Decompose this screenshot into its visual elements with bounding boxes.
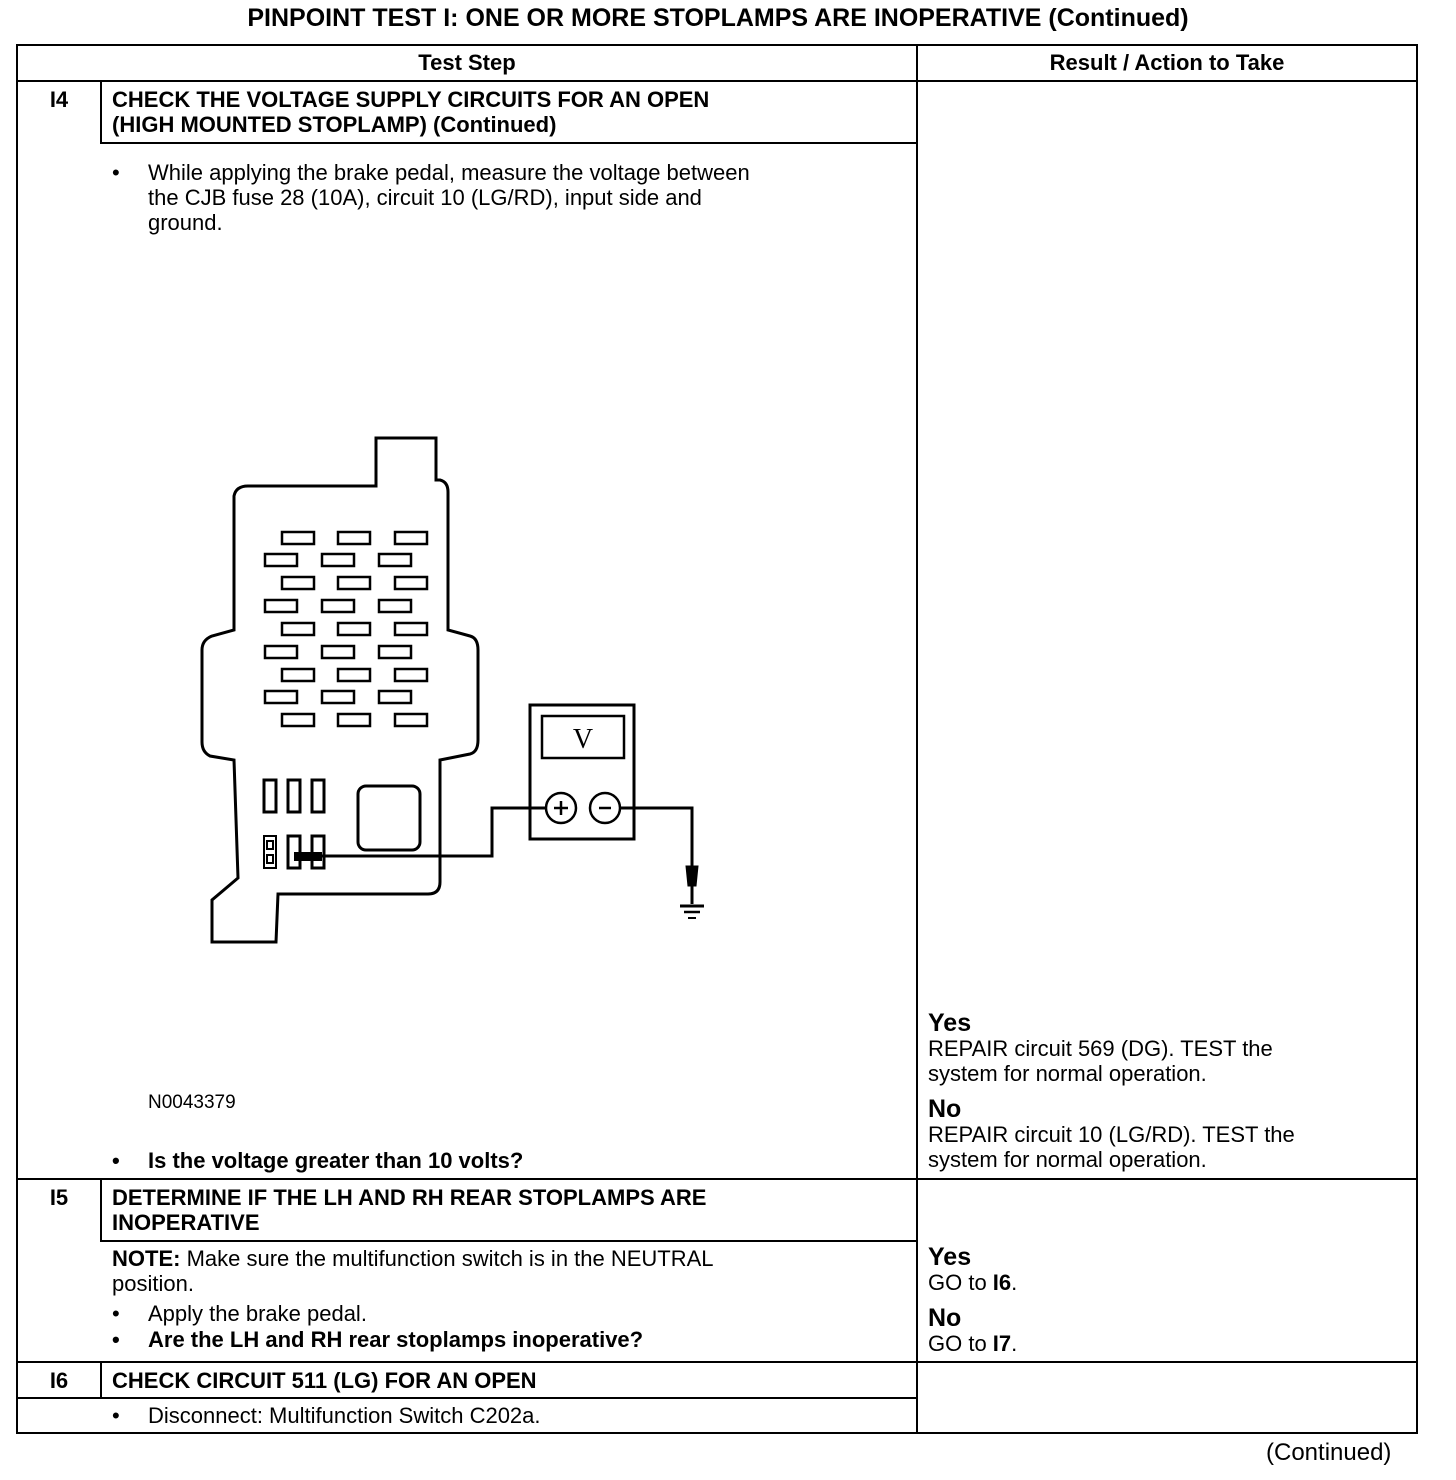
yes-action-line1: REPAIR circuit 569 (DG). TEST the: [928, 1036, 1273, 1061]
step-title-line2: (HIGH MOUNTED STOPLAMP) (Continued): [112, 112, 557, 137]
figure-id: N0043379: [148, 1092, 236, 1113]
instruction-line2: the CJB fuse 28 (10A), circuit 10 (LG/RD), input side and: [148, 185, 702, 210]
fuse-box-voltmeter-diagram: [0, 0, 920, 1000]
header-result: Result / Action to Take: [1049, 50, 1285, 75]
page-title: PINPOINT TEST I: ONE OR MORE STOPLAMPS ARE INOPERATIVE (Continued): [247, 4, 1189, 32]
header-test-step: Test Step: [418, 50, 516, 75]
yes-step-link[interactable]: I6: [992, 1270, 1012, 1295]
step-title-line1: CHECK THE VOLTAGE SUPPLY CIRCUITS FOR AN OPEN: [112, 87, 710, 112]
step-title-line1: CHECK CIRCUIT 511 (LG) FOR AN OPEN: [112, 1368, 537, 1393]
no-action-suffix: .: [1011, 1331, 1018, 1356]
yes-action-suffix: .: [1011, 1270, 1018, 1295]
step-id: I5: [49, 1185, 69, 1210]
result-yes: [928, 1244, 1017, 1295]
instruction-text: Apply the brake pedal.: [148, 1301, 367, 1326]
yes-action: [928, 1270, 1017, 1295]
bullet-dot: •: [112, 1301, 120, 1326]
meter-display-label: V: [572, 724, 594, 755]
no-step-link[interactable]: I7: [992, 1331, 1012, 1356]
instruction-line3: ground.: [148, 210, 223, 235]
note-text: Make sure the multifunction switch is in the NEUTRAL: [180, 1246, 714, 1271]
ground-symbol: [680, 866, 704, 918]
yes-label: Yes: [928, 1009, 972, 1037]
note: [112, 1246, 714, 1271]
step-title-line1: DETERMINE IF THE LH AND RH REAR STOPLAMPS ARE: [112, 1185, 707, 1210]
bullet-dot: •: [112, 1403, 120, 1428]
instruction-text: Disconnect: Multifunction Switch C202a.: [148, 1403, 541, 1428]
yes-action-line2: system for normal operation.: [928, 1061, 1207, 1086]
note-label: NOTE:: [112, 1246, 181, 1271]
result-no: [928, 1305, 1017, 1356]
yes-action-prefix: GO to: [928, 1270, 993, 1295]
question-text: Is the voltage greater than 10 volts?: [148, 1148, 524, 1173]
bullet-dot: •: [112, 160, 120, 185]
step-id: I4: [49, 87, 69, 112]
no-label: No: [928, 1304, 962, 1332]
step-id: I6: [49, 1368, 69, 1393]
no-action-prefix: GO to: [928, 1331, 993, 1356]
bullet-dot: •: [112, 1327, 120, 1352]
no-action: [928, 1331, 1017, 1356]
fuse-array: [265, 532, 427, 726]
bullet-dot: •: [112, 1148, 120, 1173]
yes-label: Yes: [928, 1243, 972, 1271]
step-title-line2: INOPERATIVE: [112, 1210, 260, 1235]
result-yes: [928, 1010, 1273, 1086]
test-leads: [322, 808, 692, 866]
question-text: Are the LH and RH rear stoplamps inoperative?: [148, 1327, 644, 1352]
no-action-line1: REPAIR circuit 10 (LG/RD). TEST the: [928, 1122, 1295, 1147]
continued-footer: (Continued): [1266, 1439, 1392, 1466]
no-label: No: [928, 1095, 962, 1123]
note-line2: position.: [112, 1271, 194, 1296]
result-no: [928, 1096, 1295, 1172]
relay: [358, 786, 420, 850]
no-action-line2: system for normal operation.: [928, 1147, 1207, 1172]
instruction-line1: While applying the brake pedal, measure the voltage between: [148, 160, 750, 185]
